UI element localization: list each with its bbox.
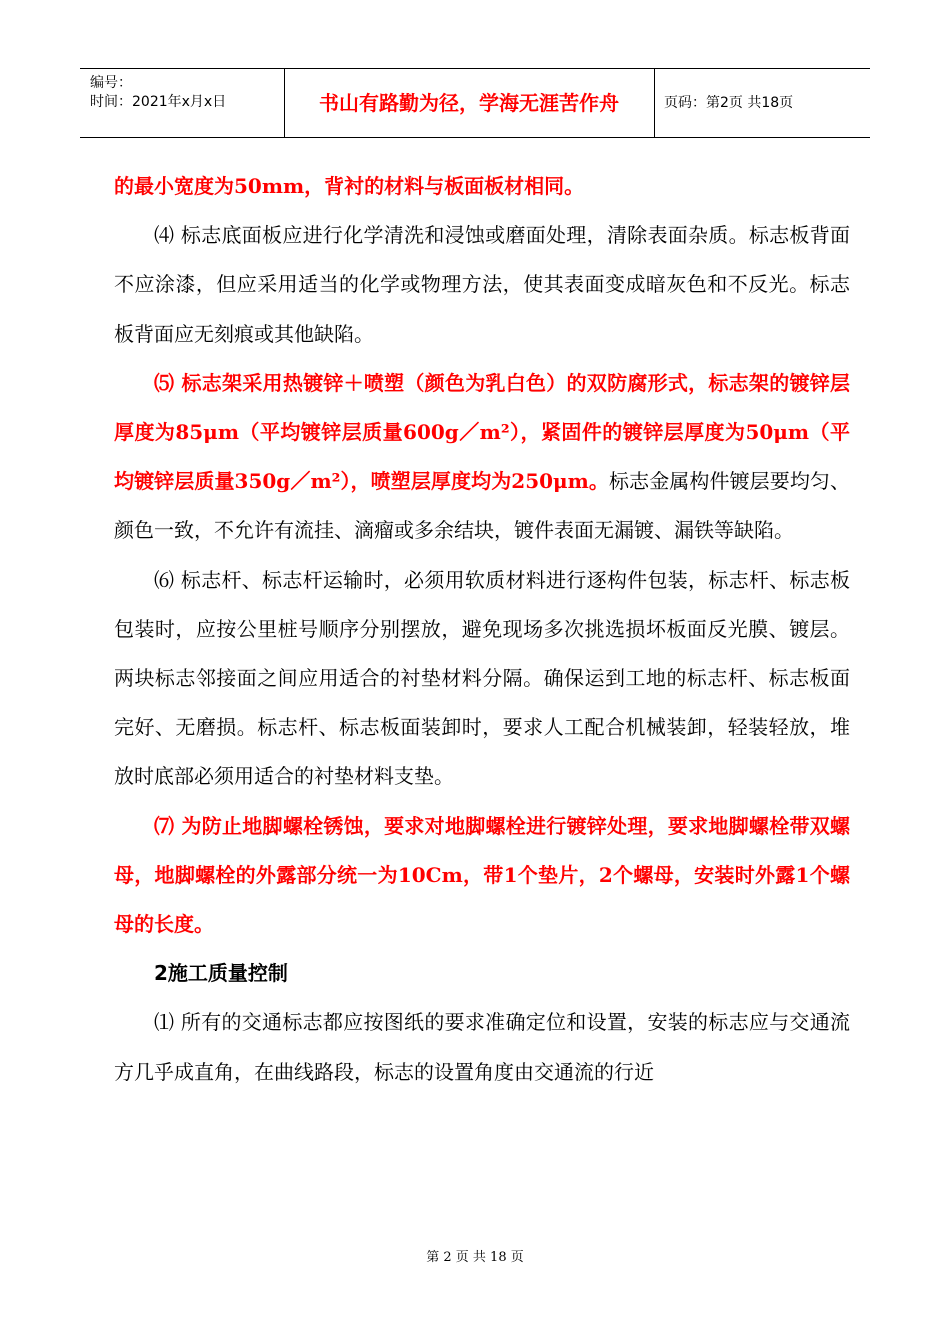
item-5-text: 标志金属构件镀层要均匀、颜色一致，不允许有流挂、滴瘤或多余结块，镀件表面无漏镀、漏铁等缺陷。 <box>114 469 851 543</box>
paragraph-backing-width: 的最小宽度为50mm，背衬的材料与板面板材相同。 <box>114 174 585 198</box>
section-heading: 2施工质量控制 <box>154 961 288 986</box>
header-left <box>90 74 226 112</box>
page-header <box>80 68 870 138</box>
header-motto: 书山有路勤为径，学海无涯苦作舟 <box>319 91 619 115</box>
doc-number-label: 编号： <box>90 75 132 91</box>
page-footer: 第 2 页 共 18 页 <box>426 1250 524 1265</box>
paragraph-item-7: ⑺ 为防止地脚螺栓锈蚀，要求对地脚螺栓进行镀锌处理，要求地脚螺栓带双螺母，地脚螺栓的外露部分统一为10Cm，带1个垫片，2个螺母，安装时外露1个螺母的长度。 <box>114 813 850 937</box>
header-divider <box>654 69 655 137</box>
paragraph-quality-1: ⑴ 所有的交通标志都应按图纸的要求准确定位和设置，安装的标志应与交通流方几乎成直角，在曲线路段，标志的设置角度由交通流的行近 <box>114 1010 850 1084</box>
date-label: 时间：2021年x月x日 <box>90 94 227 110</box>
paragraph-item-5 <box>114 359 850 556</box>
header-page-info: 页码：第2页 共18页 <box>664 95 794 111</box>
paragraph-item-6: ⑹ 标志杆、标志杆运输时，必须用软质材料进行逐构件包装，标志杆、标志板包装时，应按公里桩号顺序分别摆放，避免现场多次挑选损坏板面反光膜、镀层。两块标志邻接面之间应用适合的衬垫材料分隔。确保运到工地的标志杆、标志板面完好、无磨损。标志杆、标志板面装卸时，要求人工配合机械装卸，轻装轻放，堆放时底部必须用适合的衬垫材料支垫。 <box>114 567 850 789</box>
item-5-highlight: ⑸ 标志架采用热镀锌＋喷塑（颜色为乳白色）的双防腐形式，标志架的镀锌层厚度为85μm（平均镀锌层质量600g／m²），紧固件的镀锌层厚度为50μm（平均镀锌层质量350g／m²），喷塑层厚度均为250μm。 <box>114 370 850 494</box>
document-body <box>114 162 850 1097</box>
paragraph-item-4: ⑷ 标志底面板应进行化学清洗和浸蚀或磨面处理，清除表面杂质。标志板背面不应涂漆，但应采用适当的化学或物理方法，使其表面变成暗灰色和不反光。标志板背面应无刻痕或其他缺陷。 <box>114 223 850 346</box>
